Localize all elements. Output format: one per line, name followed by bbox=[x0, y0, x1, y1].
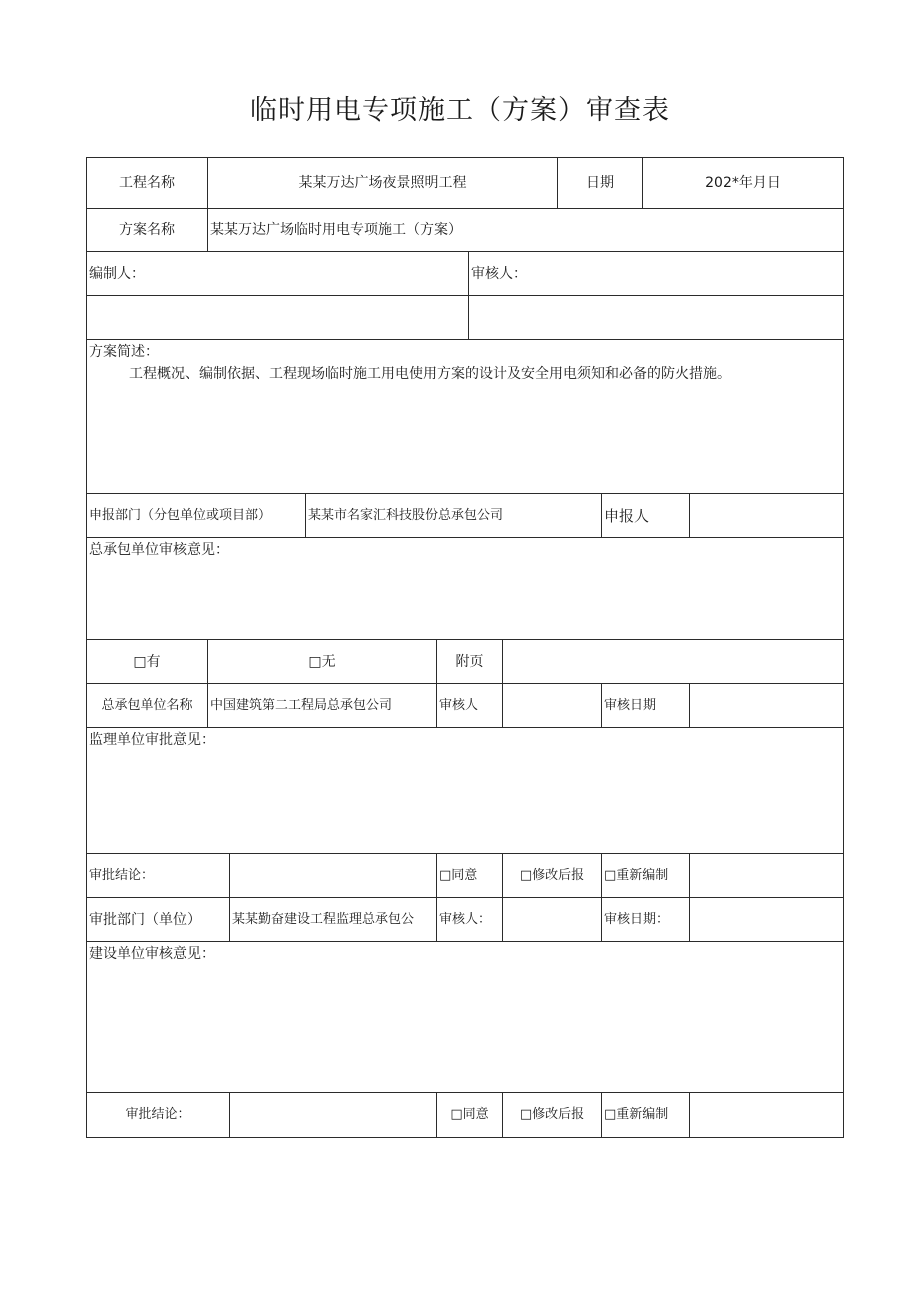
contractor-unit-label: 总承包单位名称 bbox=[101, 697, 193, 713]
contractor-opinion-label: 总承包单位审核意见： bbox=[89, 542, 229, 558]
submission-dept-field[interactable]: 某某市名家汇科技股份总承包公司 bbox=[308, 507, 504, 523]
author-label: 编制人： bbox=[89, 265, 145, 282]
applicant-field[interactable] bbox=[690, 494, 843, 537]
supervision-revise-checkbox[interactable]: □修改后报 bbox=[519, 867, 585, 883]
reviewer-signature-field[interactable] bbox=[469, 296, 843, 339]
plan-name-label: 方案名称 bbox=[119, 222, 175, 238]
supervision-extra-field[interactable] bbox=[690, 854, 843, 897]
date-label: 日期 bbox=[586, 175, 614, 191]
owner-agree-checkbox[interactable]: □同意 bbox=[450, 1107, 489, 1122]
contractor-reviewer-field[interactable] bbox=[503, 684, 601, 727]
summary-section bbox=[87, 340, 843, 493]
summary-text: 工程概况、编制依据、工程现场临时施工用电使用方案的设计及安全用电须知和必备的防火措施。 bbox=[129, 366, 731, 382]
author-signature-field[interactable] bbox=[87, 296, 468, 339]
date-field[interactable]: 202*年月日 bbox=[705, 175, 781, 191]
project-name-label: 工程名称 bbox=[119, 175, 175, 191]
attachment-has-checkbox[interactable]: □有 bbox=[133, 653, 161, 670]
summary-label: 方案简述： bbox=[89, 344, 159, 360]
owner-conclusion-field[interactable] bbox=[230, 1093, 436, 1137]
owner-conclusion-label: 审批结论： bbox=[125, 1107, 191, 1122]
owner-opinion-label: 建设单位审核意见： bbox=[89, 946, 215, 962]
owner-revise-checkbox[interactable]: □修改后报 bbox=[519, 1107, 585, 1122]
supervision-agree-checkbox[interactable]: □同意 bbox=[439, 867, 478, 883]
supervision-review-date-field[interactable] bbox=[690, 898, 843, 941]
owner-extra-field[interactable] bbox=[690, 1093, 843, 1137]
supervision-reviewer-field[interactable] bbox=[503, 898, 601, 941]
supervision-review-date-label: 审核日期： bbox=[604, 911, 670, 927]
attachment-none-checkbox[interactable]: □无 bbox=[308, 653, 336, 670]
applicant-label: 申报人 bbox=[604, 506, 650, 525]
contractor-review-date-field[interactable] bbox=[690, 684, 843, 727]
contractor-reviewer-label: 审核人 bbox=[439, 697, 479, 713]
submission-dept-label: 申报部门（分包单位或项目部） bbox=[89, 507, 272, 523]
plan-name-field[interactable]: 某某万达广场临时用电专项施工（方案） bbox=[210, 222, 462, 238]
project-name-field[interactable]: 某某万达广场夜景照明工程 bbox=[298, 175, 467, 191]
supervision-reviewer-label: 审核人： bbox=[439, 911, 492, 927]
contractor-review-date-label: 审核日期 bbox=[604, 697, 657, 713]
attachment-label: 附页 bbox=[455, 653, 484, 670]
supervision-conclusion-field[interactable] bbox=[230, 854, 436, 897]
supervision-conclusion-label: 审批结论： bbox=[89, 867, 155, 883]
supervision-redo-checkbox[interactable]: □重新编制 bbox=[604, 867, 669, 883]
attachment-field[interactable] bbox=[503, 640, 843, 683]
owner-redo-checkbox[interactable]: □重新编制 bbox=[604, 1107, 669, 1122]
page-title: 临时用电专项施工（方案）审查表 bbox=[250, 95, 670, 126]
reviewer-label: 审核人： bbox=[471, 265, 527, 282]
supervision-opinion-label: 监理单位审批意见： bbox=[89, 732, 215, 748]
supervision-dept-field[interactable]: 某某勤奋建设工程监理总承包公 bbox=[232, 911, 415, 927]
supervision-dept-label: 审批部门（单位） bbox=[89, 911, 201, 928]
contractor-unit-field[interactable]: 中国建筑第二工程局总承包公司 bbox=[210, 697, 393, 713]
